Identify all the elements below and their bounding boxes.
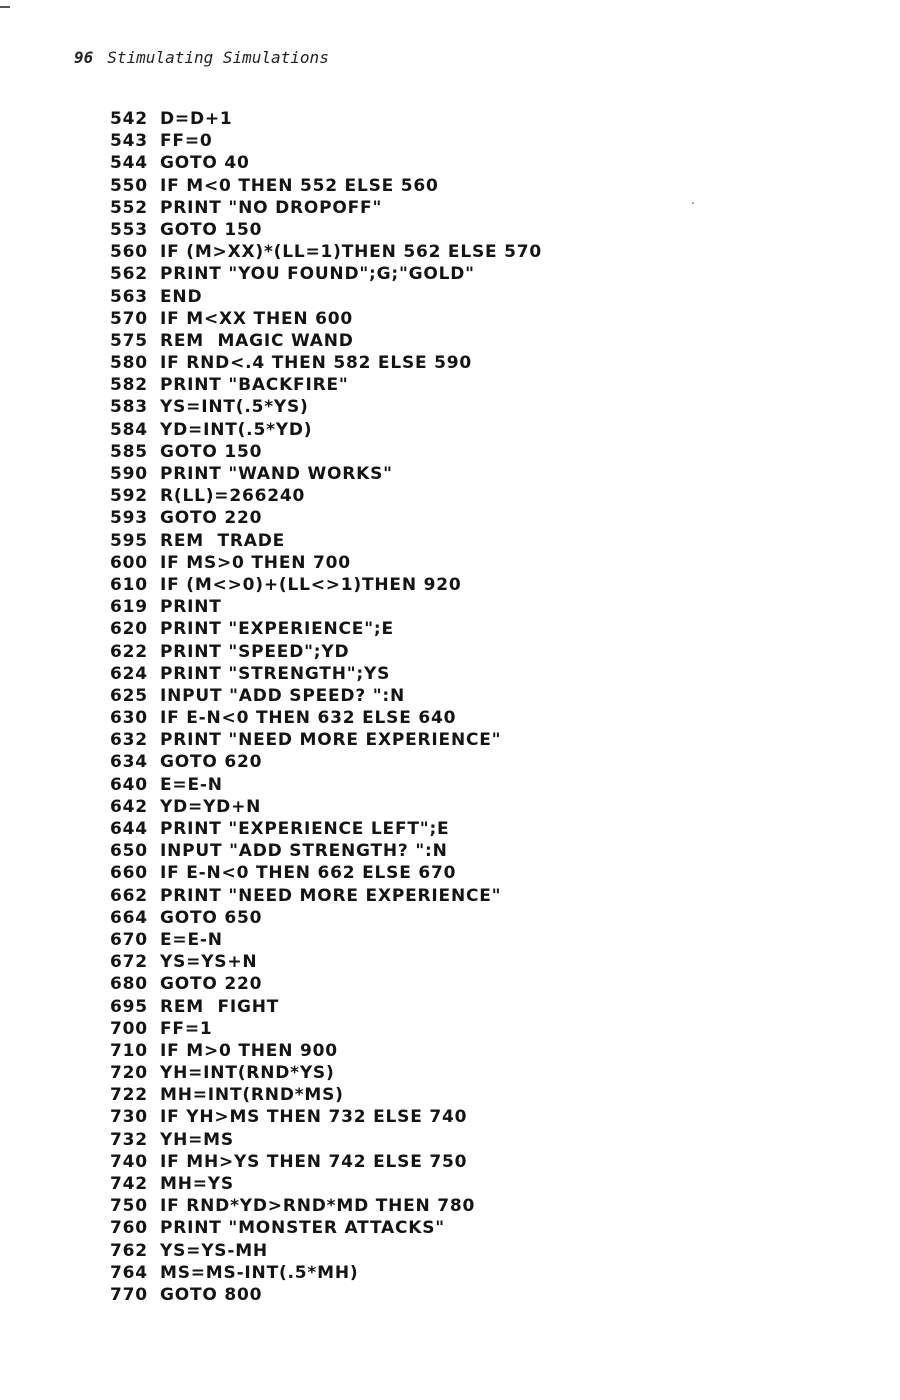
statement: IF MH>YS THEN 742 ELSE 750 bbox=[160, 1151, 468, 1172]
statement: IF M<XX THEN 600 bbox=[160, 308, 354, 329]
statement: IF M>0 THEN 900 bbox=[160, 1040, 338, 1061]
code-line bbox=[110, 1217, 542, 1239]
line-number: 624 bbox=[110, 663, 148, 684]
statement: YD=INT(.5*YD) bbox=[160, 419, 313, 440]
code-line bbox=[110, 330, 542, 352]
code-line bbox=[110, 286, 542, 308]
statement: IF (M>XX)*(LL=1)THEN 562 ELSE 570 bbox=[160, 242, 543, 263]
statement: PRINT "WAND WORKS" bbox=[160, 464, 393, 484]
code-line bbox=[110, 396, 542, 418]
statement: REM FIGHT bbox=[160, 996, 280, 1017]
statement: END bbox=[160, 286, 203, 307]
statement: IF MS>0 THEN 700 bbox=[160, 552, 351, 573]
code-line bbox=[110, 862, 542, 884]
code-line bbox=[110, 1195, 542, 1217]
code-line bbox=[110, 796, 542, 818]
code-line bbox=[110, 1151, 542, 1173]
statement: REM TRADE bbox=[160, 530, 286, 551]
line-number: 550 bbox=[110, 175, 148, 196]
line-number: 575 bbox=[110, 330, 148, 351]
statement: IF E-N<0 THEN 632 ELSE 640 bbox=[160, 708, 457, 729]
line-number: 542 bbox=[110, 109, 148, 129]
statement: PRINT "EXPERIENCE LEFT";E bbox=[160, 819, 450, 839]
statement: IF (M<>0)+(LL<>1)THEN 920 bbox=[160, 574, 462, 595]
line-number: 592 bbox=[110, 486, 148, 507]
line-number: 680 bbox=[110, 974, 148, 995]
code-line bbox=[110, 1129, 542, 1151]
code-line bbox=[110, 485, 542, 507]
code-line bbox=[110, 552, 542, 574]
line-number: 750 bbox=[110, 1196, 148, 1217]
code-line bbox=[110, 197, 542, 219]
statement: IF YH>MS THEN 732 ELSE 740 bbox=[160, 1107, 468, 1128]
statement: E=E-N bbox=[160, 774, 223, 795]
statement: GOTO 800 bbox=[160, 1284, 263, 1305]
code-line bbox=[110, 507, 542, 529]
line-number: 590 bbox=[110, 464, 148, 484]
line-number: 672 bbox=[110, 952, 148, 973]
line-number: 543 bbox=[110, 131, 148, 152]
code-line bbox=[110, 241, 542, 263]
line-number: 585 bbox=[110, 441, 148, 462]
line-number: 570 bbox=[110, 308, 148, 329]
code-line bbox=[110, 907, 542, 929]
line-number: 583 bbox=[110, 397, 148, 418]
code-line bbox=[110, 1106, 542, 1128]
line-number: 722 bbox=[110, 1085, 148, 1106]
code-line bbox=[110, 1084, 542, 1106]
page-number: 96 bbox=[74, 48, 94, 67]
statement: PRINT "NO DROPOFF" bbox=[160, 197, 383, 218]
code-line bbox=[110, 618, 542, 640]
code-line bbox=[110, 641, 542, 663]
line-number: 660 bbox=[110, 863, 148, 884]
line-number: 762 bbox=[110, 1240, 148, 1261]
statement: INPUT "ADD SPEED? ":N bbox=[160, 685, 405, 706]
line-number: 634 bbox=[110, 752, 148, 773]
statement: YS=YS-MH bbox=[160, 1240, 268, 1261]
line-number: 632 bbox=[110, 730, 148, 751]
code-line bbox=[110, 929, 542, 951]
code-line bbox=[110, 352, 542, 374]
code-line bbox=[110, 374, 542, 396]
statement: GOTO 620 bbox=[160, 752, 263, 773]
code-line bbox=[110, 152, 542, 174]
line-number: 650 bbox=[110, 841, 148, 862]
code-line bbox=[110, 1262, 542, 1284]
basic-program-listing bbox=[110, 108, 542, 1306]
line-number: 630 bbox=[110, 708, 148, 729]
line-number: 560 bbox=[110, 242, 148, 263]
statement: PRINT "MONSTER ATTACKS" bbox=[160, 1218, 445, 1239]
line-number: 562 bbox=[110, 264, 148, 285]
line-number: 740 bbox=[110, 1151, 148, 1172]
line-number: 760 bbox=[110, 1218, 148, 1239]
statement: PRINT "YOU FOUND";G;"GOLD" bbox=[160, 264, 475, 285]
code-line bbox=[110, 530, 542, 552]
code-line bbox=[110, 1062, 542, 1084]
code-line bbox=[110, 1040, 542, 1062]
statement: FF=1 bbox=[160, 1018, 213, 1039]
line-number: 770 bbox=[110, 1284, 148, 1305]
code-line bbox=[110, 840, 542, 862]
statement: E=E-N bbox=[160, 929, 223, 950]
line-number: 642 bbox=[110, 796, 148, 817]
statement: YH=INT(RND*YS) bbox=[160, 1063, 335, 1084]
scan-speck bbox=[692, 202, 694, 204]
line-number: 720 bbox=[110, 1063, 148, 1084]
line-number: 625 bbox=[110, 685, 148, 706]
statement: YS=INT(.5*YS) bbox=[160, 397, 309, 418]
statement: IF M<0 THEN 552 ELSE 560 bbox=[160, 175, 439, 196]
statement: YD=YD+N bbox=[160, 796, 262, 817]
line-number: 593 bbox=[110, 508, 148, 529]
line-number: 600 bbox=[110, 552, 148, 573]
line-number: 732 bbox=[110, 1129, 148, 1150]
line-number: 610 bbox=[110, 574, 148, 595]
line-number: 619 bbox=[110, 597, 148, 618]
line-number: 700 bbox=[110, 1018, 148, 1039]
line-number: 662 bbox=[110, 885, 148, 906]
statement: GOTO 40 bbox=[160, 153, 250, 174]
line-number: 544 bbox=[110, 153, 148, 174]
statement: IF E-N<0 THEN 662 ELSE 670 bbox=[160, 863, 457, 884]
page-header bbox=[74, 48, 329, 67]
statement: YH=MS bbox=[160, 1129, 234, 1150]
code-line bbox=[110, 596, 542, 618]
code-line bbox=[110, 574, 542, 596]
statement: FF=0 bbox=[160, 131, 213, 152]
statement: R(LL)=266240 bbox=[160, 486, 306, 507]
line-number: 764 bbox=[110, 1262, 148, 1283]
line-number: 595 bbox=[110, 530, 148, 551]
code-line bbox=[110, 973, 542, 995]
line-number: 582 bbox=[110, 375, 148, 396]
statement: IF RND<.4 THEN 582 ELSE 590 bbox=[160, 353, 473, 374]
code-line bbox=[110, 219, 542, 241]
code-line bbox=[110, 175, 542, 197]
line-number: 620 bbox=[110, 619, 148, 640]
line-number: 553 bbox=[110, 219, 148, 240]
code-line bbox=[110, 951, 542, 973]
code-line bbox=[110, 818, 542, 840]
line-number: 563 bbox=[110, 286, 148, 307]
line-number: 640 bbox=[110, 774, 148, 795]
code-line bbox=[110, 707, 542, 729]
line-number: 742 bbox=[110, 1174, 148, 1194]
line-number: 664 bbox=[110, 907, 148, 928]
code-line bbox=[110, 263, 542, 285]
scan-corner-mark bbox=[0, 6, 10, 8]
statement: GOTO 150 bbox=[160, 219, 263, 240]
statement: PRINT "NEED MORE EXPERIENCE" bbox=[160, 730, 502, 751]
code-line bbox=[110, 996, 542, 1018]
line-number: 730 bbox=[110, 1107, 148, 1128]
statement: YS=YS+N bbox=[160, 952, 258, 973]
running-title: Stimulating Simulations bbox=[107, 48, 329, 67]
line-number: 670 bbox=[110, 929, 148, 950]
line-number: 644 bbox=[110, 819, 148, 839]
statement: GOTO 650 bbox=[160, 907, 263, 928]
statement: INPUT "ADD STRENGTH? ":N bbox=[160, 841, 448, 862]
statement: REM MAGIC WAND bbox=[160, 330, 354, 351]
code-line bbox=[110, 308, 542, 330]
code-line bbox=[110, 1240, 542, 1262]
statement: IF RND*YD>RND*MD THEN 780 bbox=[160, 1196, 476, 1217]
code-line bbox=[110, 774, 542, 796]
statement: GOTO 220 bbox=[160, 974, 263, 995]
statement: GOTO 220 bbox=[160, 508, 263, 529]
statement: D=D+1 bbox=[160, 109, 233, 129]
statement: PRINT "NEED MORE EXPERIENCE" bbox=[160, 885, 502, 906]
statement: PRINT bbox=[160, 597, 222, 618]
code-line bbox=[110, 130, 542, 152]
statement: PRINT "BACKFIRE" bbox=[160, 375, 349, 396]
code-line bbox=[110, 1173, 542, 1195]
line-number: 552 bbox=[110, 197, 148, 218]
code-line bbox=[110, 751, 542, 773]
statement: MH=INT(RND*MS) bbox=[160, 1085, 344, 1106]
code-line bbox=[110, 885, 542, 907]
line-number: 695 bbox=[110, 996, 148, 1017]
statement: MH=YS bbox=[160, 1174, 234, 1194]
statement: PRINT "EXPERIENCE";E bbox=[160, 619, 394, 640]
code-line bbox=[110, 419, 542, 441]
code-line bbox=[110, 1018, 542, 1040]
statement: MS=MS-INT(.5*MH) bbox=[160, 1262, 359, 1283]
statement: PRINT "STRENGTH";YS bbox=[160, 663, 391, 684]
code-line bbox=[110, 441, 542, 463]
code-line bbox=[110, 685, 542, 707]
line-number: 710 bbox=[110, 1040, 148, 1061]
line-number: 580 bbox=[110, 353, 148, 374]
line-number: 584 bbox=[110, 419, 148, 440]
code-line bbox=[110, 463, 542, 485]
code-line bbox=[110, 108, 542, 130]
code-line bbox=[110, 729, 542, 751]
code-line bbox=[110, 1284, 542, 1306]
code-line bbox=[110, 663, 542, 685]
statement: PRINT "SPEED";YD bbox=[160, 641, 350, 662]
line-number: 622 bbox=[110, 641, 148, 662]
statement: GOTO 150 bbox=[160, 441, 263, 462]
